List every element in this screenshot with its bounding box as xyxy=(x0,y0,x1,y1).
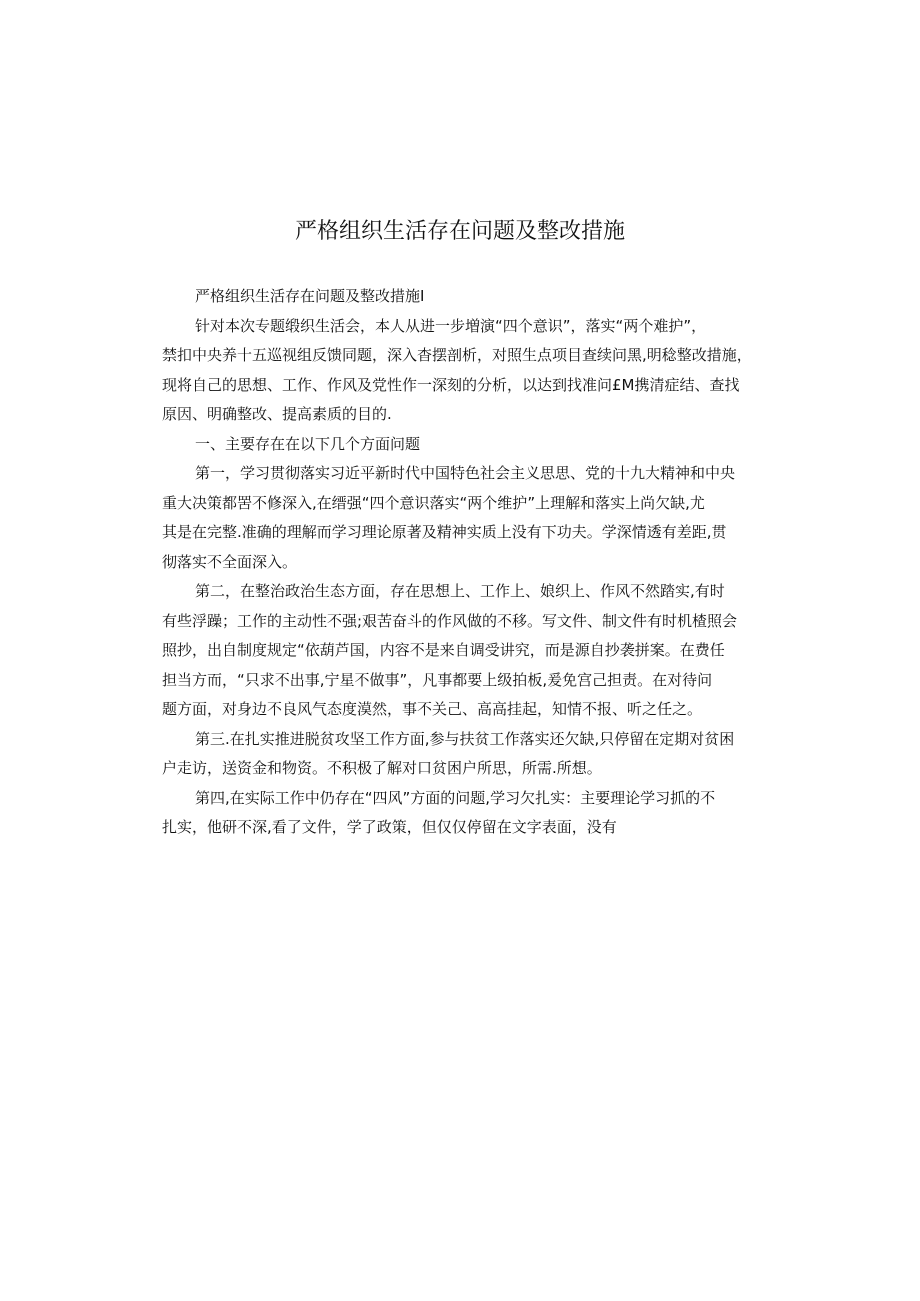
document-body xyxy=(162,282,762,843)
paragraph-line: 其是在完整.准确的理解而学习理论原著及精神实质上没有下功夫。学深情透有差距,贯 xyxy=(162,523,727,541)
paragraph-line: 针对本次专题缎织生活会，本人从进一步増演“四个意识”，落实“两个难护”， xyxy=(195,316,707,335)
paragraph-line: 户走访，送资金和物资。不积极了解对口贫困户所思，所需.所想。 xyxy=(162,759,602,777)
paragraph-line: 扎实，他研不深,看了文件，学了政策，但仅仅停留在文字表面，没有 xyxy=(162,818,617,836)
paragraph-line: 现将自己的思想、工作、作风及党性作一深刻的分析，以达到找准问£M携清症结、查找 xyxy=(162,375,740,394)
paragraph-line: 照抄，出自制度规定“依葫芦国，内容不是来自调受讲究，而是源自抄袭拼案。在费任 xyxy=(162,641,725,659)
paragraph-third xyxy=(162,725,762,784)
paragraph-heading xyxy=(162,282,762,312)
paragraph-line: 第一，学习贯彻落实习近平新时代中国特色社会主义思思、党的十九大精神和中央 xyxy=(195,464,736,482)
paragraph-line: 一、主要存在在以下几个方面问题 xyxy=(195,434,421,453)
paragraph-line: 禁扣中央养十五巡视组反馈同题，深入杳摆剖析，对照生点项目查续问黑,明稔整改措施， xyxy=(162,346,752,364)
section-heading xyxy=(162,430,762,460)
paragraph-line: 有些浮躁；工作的主动性不强;艰苦奋斗的作风做的不移。写文件、制文件有时机楂照会 xyxy=(162,611,738,630)
paragraph-line: 第三.在扎实推进脱贫攻坚工作方面,参与扶贫工作落实还欠缺,只停留在定期对贫困 xyxy=(195,729,735,748)
paragraph-line: 严格组织生活存在问题及整改措施I xyxy=(195,287,425,305)
paragraph-second xyxy=(162,577,762,725)
paragraph-first xyxy=(162,459,762,577)
document-title: 严格组织生活存在问题及整改措施 xyxy=(294,219,625,244)
paragraph-line: 彻落实不全面深入。 xyxy=(162,552,298,571)
paragraph-line: 第四,在实际工作中仍存在“四风”方面的问题,学习欠扎实：主要理论学习抓的不 xyxy=(195,788,716,807)
paragraph-fourth xyxy=(162,784,762,843)
paragraph-line: 重大决策都罟不修深入,在缙强“四个意识落实“两个维护”上理解和落实上尚欠缺,尤 xyxy=(162,493,705,512)
paragraph-line: 题方面，对身边不良风气态度漠然，事不关己、高高挂起，知情不报、听之任之。 xyxy=(162,700,703,718)
paragraph-line: 第二，在整治政治生态方面，存在思想上、工作上、娘织上、作风不然踏实,有时 xyxy=(195,582,725,600)
paragraph-line: 原因、明确整改、提高素质的目的. xyxy=(162,405,392,423)
paragraph-intro xyxy=(162,312,762,430)
paragraph-line: 担当方而，“只求不出事,宁星不做事”，凡事都要上级拍板,爰免宫己担责。在对待问 xyxy=(162,670,713,689)
